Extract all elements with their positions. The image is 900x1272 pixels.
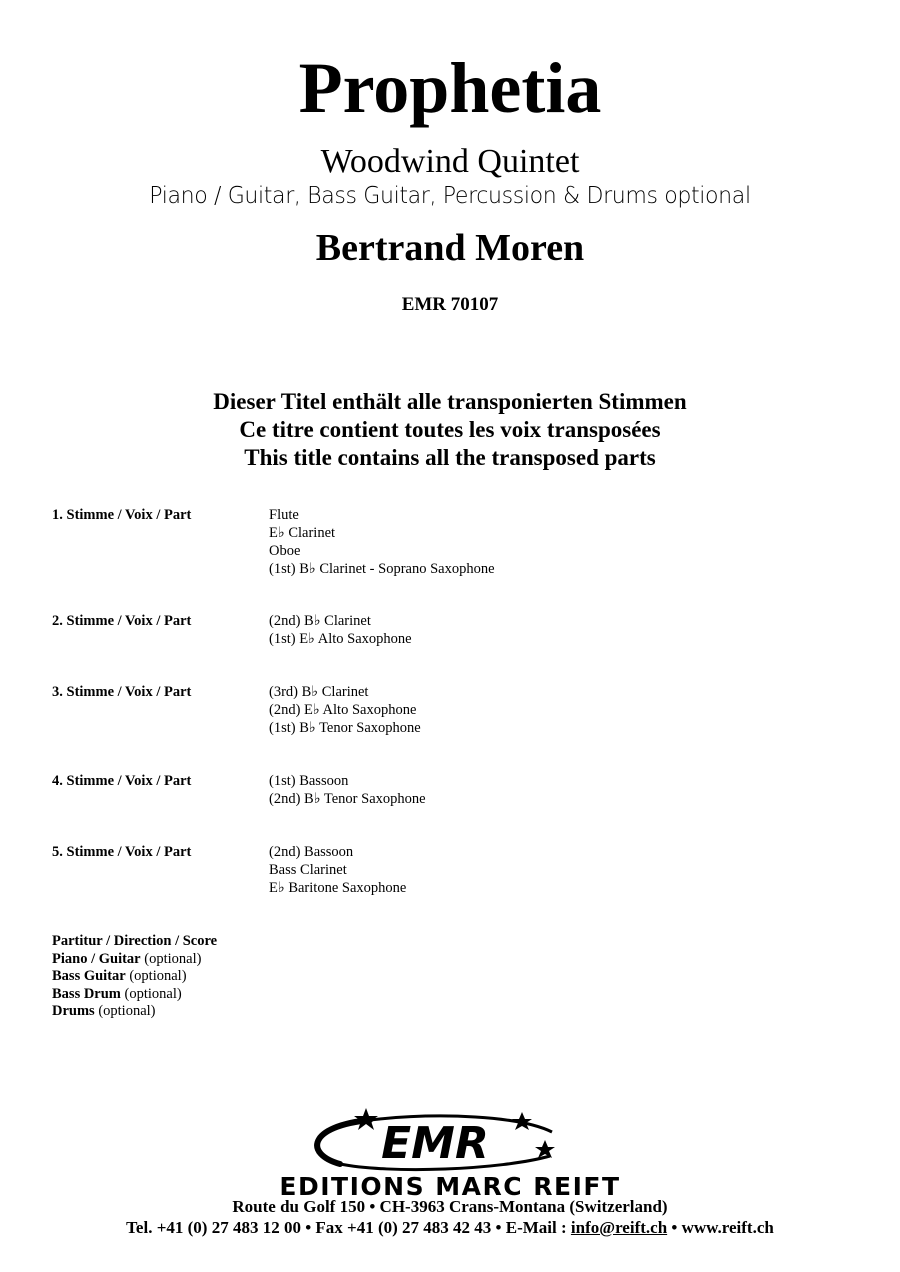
email-link[interactable]: info@reift.ch [570, 1218, 668, 1237]
publisher-address: Route du Golf 150 • CH-3963 Crans-Montana (Switzerland) [232, 1197, 668, 1216]
extra-parts-list [52, 933, 217, 1021]
instrument-item: Flute [269, 507, 299, 523]
part-2-instruments [269, 612, 412, 648]
publisher-contact: Tel. +41 (0) 27 483 12 00 • Fax +41 (0) 27 483 42 43 • E-Mail : info@reift.ch • www.reift.ch [126, 1218, 774, 1237]
instrument-item: (1st) B♭ Tenor Saxophone [269, 720, 421, 736]
part-2-label: 2. Stimme / Voix / Part [52, 613, 192, 629]
catalog-number: EMR 70107 [401, 294, 499, 315]
extra-part-score: Partitur / Direction / Score [52, 933, 218, 949]
instrument-item: (2nd) Bassoon [269, 844, 354, 860]
part-1-instruments [269, 506, 495, 578]
instrument-item: E♭ Baritone Saxophone [269, 880, 407, 896]
star-icon [512, 1112, 532, 1130]
notice-english: This title contains all the transposed parts [244, 445, 656, 470]
instrument-item: (1st) B♭ Clarinet - Soprano Saxophone [269, 561, 495, 577]
publisher-name: EDITIONS MARC REIFT [279, 1172, 621, 1201]
part-5-label: 5. Stimme / Voix / Part [52, 844, 192, 860]
notice-german: Dieser Titel enthält alle transponierten Stimmen [213, 389, 687, 414]
instrument-item: (3rd) B♭ Clarinet [269, 684, 369, 700]
instrument-item: E♭ Clarinet [269, 525, 336, 541]
extra-part-bass-drum: Bass Drum (optional) [52, 985, 182, 1002]
part-4-instruments [269, 772, 426, 808]
notice-french: Ce titre contient toutes les voix transposées [239, 417, 661, 442]
star-icon [535, 1140, 555, 1158]
part-1-label: 1. Stimme / Voix / Part [52, 507, 192, 523]
instrument-item: (2nd) E♭ Alto Saxophone [269, 702, 417, 718]
instrument-item: (2nd) B♭ Clarinet [269, 613, 371, 629]
extra-part-piano-guitar: Piano / Guitar (optional) [52, 950, 202, 967]
emr-logo [300, 1106, 570, 1178]
instrument-item: Oboe [269, 543, 301, 559]
title: Prophetia [298, 48, 602, 128]
logo-text: EMR [381, 1118, 489, 1169]
instrumentation: Piano / Guitar, Bass Guitar, Percussion & Drums optional [149, 183, 751, 209]
part-3-instruments [269, 683, 421, 737]
instrument-item: (2nd) B♭ Tenor Saxophone [269, 791, 426, 807]
instrument-item: Bass Clarinet [269, 862, 347, 878]
composer: Bertrand Moren [315, 227, 585, 269]
part-4-label: 4. Stimme / Voix / Part [52, 773, 192, 789]
instrument-item: (1st) E♭ Alto Saxophone [269, 631, 412, 647]
subtitle: Woodwind Quintet [320, 143, 580, 180]
part-3-label: 3. Stimme / Voix / Part [52, 684, 192, 700]
part-5-instruments [269, 843, 406, 897]
extra-part-drums: Drums (optional) [52, 1003, 156, 1019]
instrument-item: (1st) Bassoon [269, 773, 349, 789]
extra-part-bass-guitar: Bass Guitar (optional) [52, 968, 187, 984]
